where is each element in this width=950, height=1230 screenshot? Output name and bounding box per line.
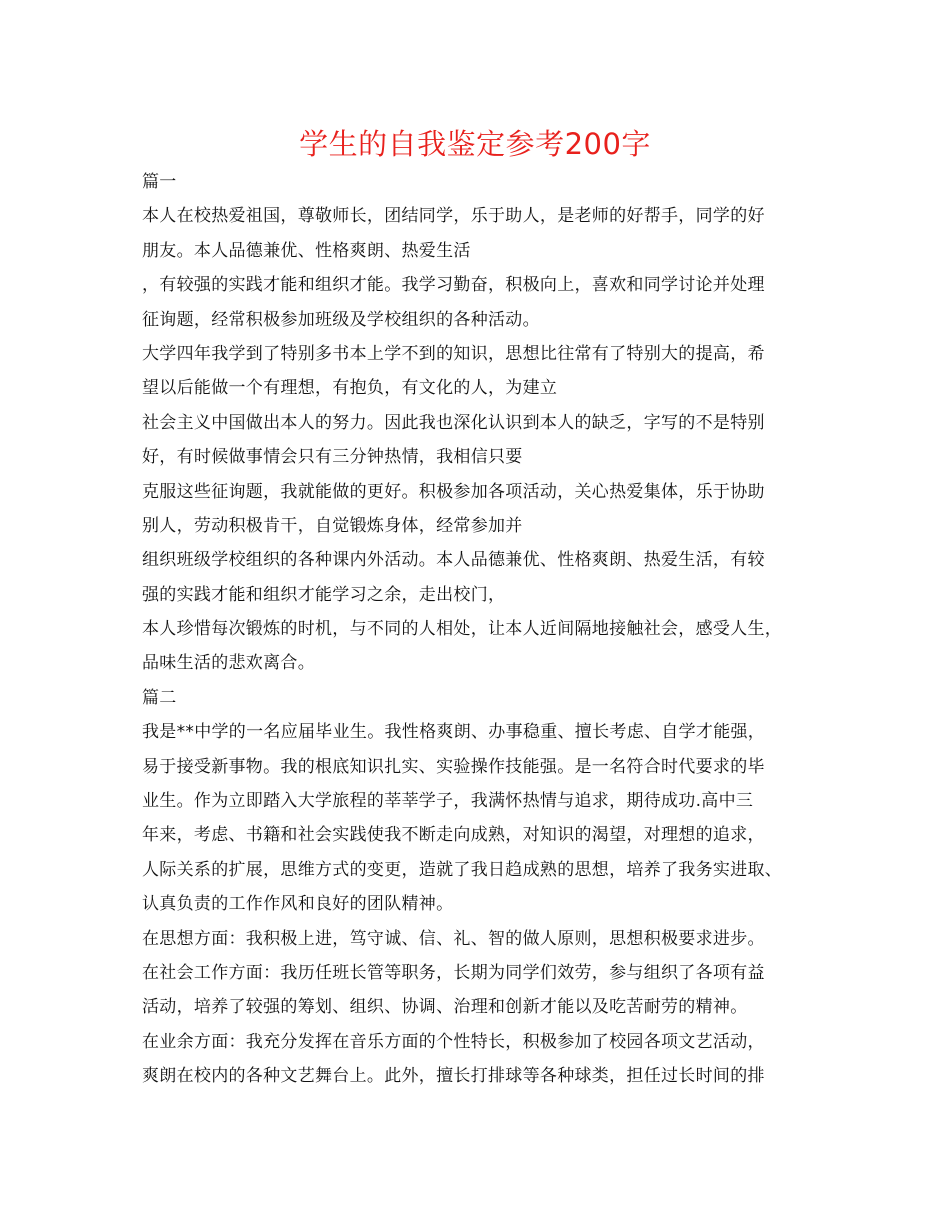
text-line: 人际关系的扩展，思维方式的变更，造就了我日趋成熟的思想，培养了我务实进取、: [142, 859, 783, 880]
section-heading: 篇二: [142, 687, 177, 708]
section-heading: 篇一: [142, 172, 177, 192]
text-line: 本人珍惜每次锻炼的时机，与不同的人相处，让本人近间隔地接触社会，感受人生，: [142, 619, 783, 640]
document-title: 学生的自我鉴定参考200字: [299, 127, 651, 161]
text-line: 本人在校热爱祖国，尊敬师长，团结同学，乐于助人，是老师的好帮手，同学的好: [142, 206, 765, 227]
text-line: 在社会工作方面：我历任班长管等职务，长期为同学们效劳，参与组织了各项有益: [142, 962, 765, 983]
text-line: 克服这些征询题，我就能做的更好。积极参加各项活动，关心热爱集体，乐于协助: [142, 481, 765, 502]
text-line: 社会主义中国做出本人的努力。因此我也深化认识到本人的缺乏，字写的不是特别: [142, 412, 765, 433]
text-line: 在业余方面：我充分发挥在音乐方面的个性特长，积极参加了校园各项文艺活动，: [142, 1031, 765, 1052]
text-line: 强的实践才能和组织才能学习之余，走出校门，: [142, 584, 506, 605]
text-line: 爽朗在校内的各种文艺舞台上。此外，擅长打排球等各种球类，担任过长时间的排: [142, 1066, 765, 1087]
text-line: 好，有时候做事情会只有三分钟热情，我相信只要: [142, 447, 523, 468]
text-line: 年来，考虑、书籍和社会实践使我不断走向成熟，对知识的渴望，对理想的追求，: [142, 825, 765, 846]
text-line: 组织班级学校组织的各种课内外活动。本人品德兼优、性格爽朗、热爱生活，有较: [142, 550, 765, 571]
text-line: 我是**中学的一名应届毕业生。我性格爽朗、办事稳重、擅长考虑、自学才能强，: [142, 722, 766, 743]
document-body: [142, 165, 832, 1094]
text-line: 别人，劳动积极肯干，自觉锻炼身体，经常参加并: [142, 515, 523, 536]
text-line: ，有较强的实践才能和组织才能。我学习勤奋，积极向上，喜欢和同学讨论并处理: [142, 275, 765, 296]
text-line: 活动，培养了较强的筹划、组织、协调、治理和创新才能以及吃苦耐劳的精神。: [142, 997, 748, 1018]
text-line: 征询题，经常积极参加班级及学校组织的各种活动。: [142, 309, 540, 330]
text-line: 在思想方面：我积极上进，笃守诚、信、礼、智的做人原则，思想积极要求进步。: [142, 928, 765, 949]
text-line: 大学四年我学到了特别多书本上学不到的知识，思想比往常有了特别大的提高，希: [142, 343, 765, 364]
text-line: 品味生活的悲欢离合。: [142, 653, 315, 674]
text-line: 望以后能做一个有理想，有抱负，有文化的人，为建立: [142, 378, 558, 399]
text-line: 朋友。本人品德兼优、性格爽朗、热爱生活: [142, 240, 471, 261]
text-line: 认真负责的工作作风和良好的团队精神。: [142, 894, 454, 915]
text-line: 易于接受新事物。我的根底知识扎实、实验操作技能强。是一名符合时代要求的毕: [142, 756, 765, 777]
text-line: 业生。作为立即踏入大学旅程的莘莘学子，我满怀热情与追求，期待成功.高中三: [142, 791, 754, 812]
